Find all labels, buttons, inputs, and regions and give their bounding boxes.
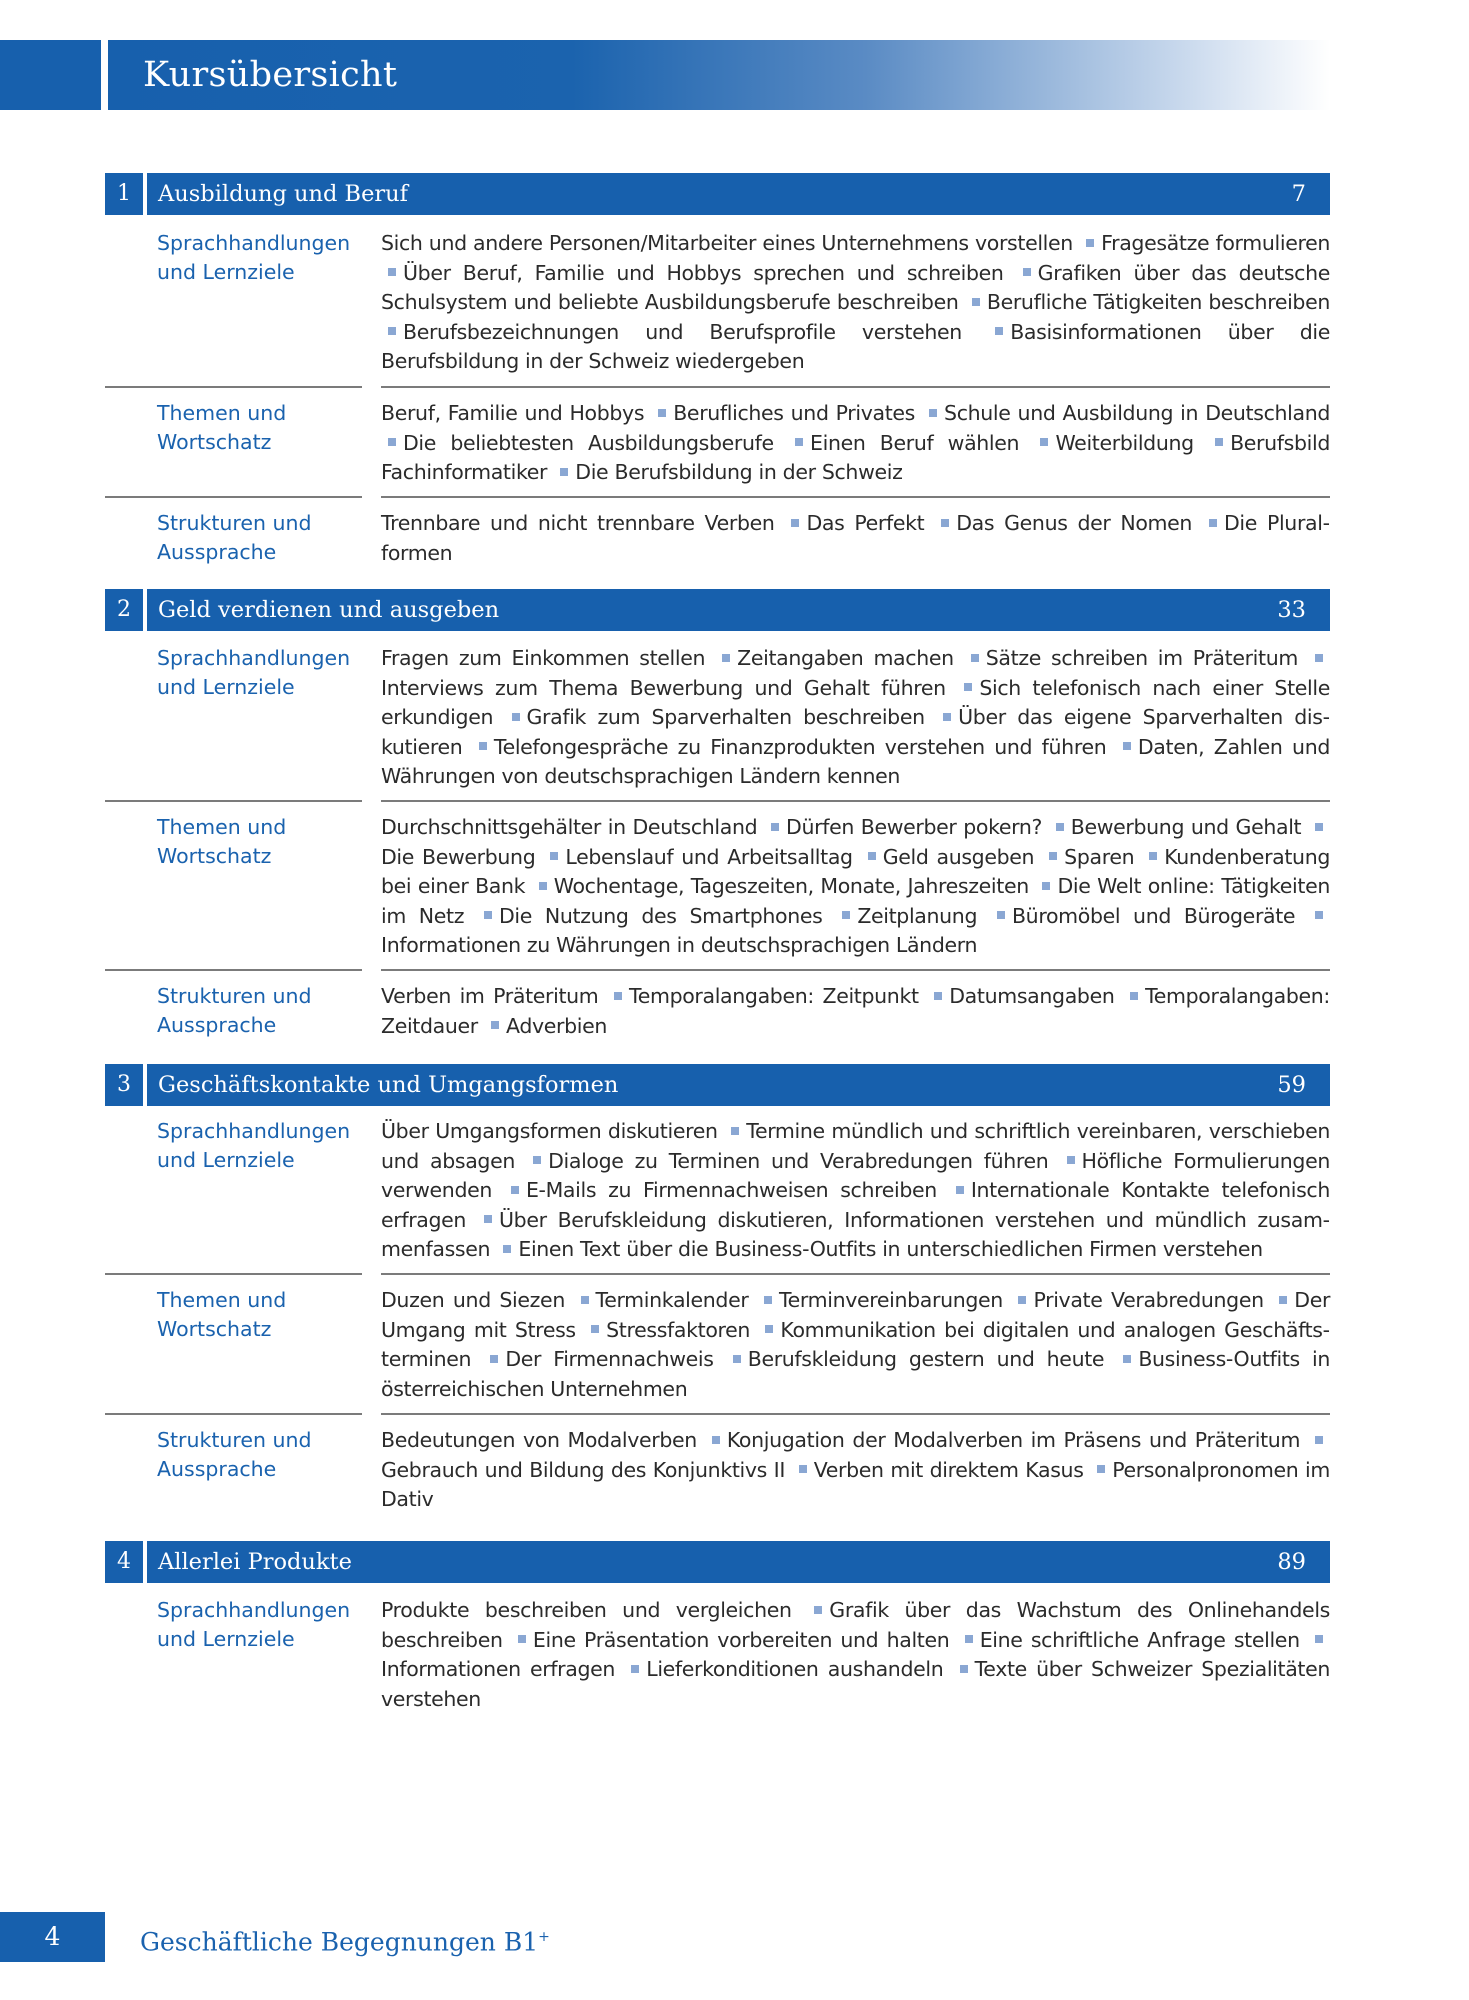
bullet-square-icon	[1149, 852, 1157, 860]
section-content	[381, 1286, 1330, 1404]
divider	[381, 1413, 1330, 1415]
bullet-square-icon	[799, 1465, 807, 1473]
unit-title-bar	[147, 1064, 1330, 1106]
divider	[381, 800, 1330, 802]
content-item: Die beliebtesten Ausbildungsberufe	[403, 430, 774, 455]
bullet-square-icon	[1040, 438, 1048, 446]
content-item: Terminvereinbarungen	[778, 1288, 1003, 1312]
bullet-square-icon	[591, 1325, 599, 1333]
bullet-square-icon	[1279, 1296, 1287, 1304]
unit-page-number: 89	[1277, 1549, 1306, 1575]
bullet-square-icon	[964, 683, 972, 691]
unit-1-header	[105, 173, 1330, 215]
content-item: Sparen	[1064, 844, 1135, 869]
section-content	[381, 509, 1330, 568]
content-item: Telefongespräche zu Finanzprodukten verstehen und führen	[493, 734, 1107, 759]
section-label-line: und Lernziele	[157, 675, 295, 699]
bullet-square-icon	[1049, 852, 1057, 860]
content-item: Trennbare und nicht trennbare Verben	[381, 511, 775, 535]
bullet-square-icon	[941, 519, 949, 527]
content-item: Verben mit direktem Kasus	[813, 1457, 1084, 1482]
bullet-square-icon	[1315, 1436, 1323, 1444]
section-label-line: und Lernziele	[157, 1627, 295, 1651]
content-item: Einen Beruf wählen	[810, 430, 1020, 455]
section-label-line: Sprachhandlungen	[157, 1119, 351, 1143]
content-item: Internationale Kontakte telefonisch erfragen	[381, 1178, 1330, 1232]
content-item: Zeitplanung	[857, 903, 978, 928]
content-item: Kommunikation bei digitalen und analogen Geschäftsterminen	[381, 1317, 1331, 1371]
section-label	[157, 982, 367, 1040]
content-item: Adverbien	[506, 1013, 608, 1038]
content-item: Kundenberatung bei einer Bank	[381, 844, 1330, 898]
bullet-square-icon	[791, 519, 799, 527]
content-item: Grafiken über das deutsche Schulsystem und beliebte Ausbildungsberufe beschreiben	[381, 260, 1330, 314]
content-item: Personalpronomen im Dativ	[381, 1457, 1330, 1511]
bullet-square-icon	[731, 1127, 739, 1135]
content-item: Verben im Präteritum	[381, 984, 599, 1008]
divider	[105, 386, 362, 388]
content-item: Durchschnittsgehälter in Deutschland	[381, 815, 758, 839]
bullet-square-icon	[484, 911, 492, 919]
section-content	[381, 1596, 1330, 1714]
bullet-square-icon	[712, 1436, 720, 1444]
section-label-line: Wortschatz	[157, 1317, 272, 1341]
bullet-square-icon	[1315, 823, 1323, 831]
bullet-square-icon	[512, 713, 520, 721]
bullet-square-icon	[631, 1665, 639, 1673]
content-item: Terminkalender	[595, 1288, 749, 1312]
bullet-square-icon	[503, 1245, 511, 1253]
unit-3-header	[105, 1064, 1330, 1106]
section-label	[157, 509, 367, 567]
unit-number: 4	[105, 1541, 143, 1583]
bullet-square-icon	[1023, 268, 1031, 276]
content-item: Grafik über das Wachstum des Onlinehandels beschreiben	[381, 1598, 1330, 1652]
content-item: E-Mails zu Firmennachweisen schreiben	[525, 1178, 937, 1202]
bullet-square-icon	[1086, 239, 1094, 247]
divider	[105, 496, 362, 498]
content-item: Fragen zum Einkommen stellen	[381, 646, 706, 670]
content-item: Berufliche Tätigkeiten beschreiben	[986, 290, 1331, 314]
bullet-square-icon	[795, 438, 803, 446]
content-item: Höfliche Formulierungen verwenden	[381, 1148, 1330, 1202]
content-item: Über Berufskleidung diskutieren, Informationen verstehen und mündlich zusammenfassen	[381, 1207, 1330, 1261]
unit-title: Geschäftskontakte und Umgangsformen	[158, 1072, 619, 1098]
bullet-square-icon	[997, 911, 1005, 919]
section-label-line: und Lernziele	[157, 1148, 295, 1172]
content-item: Daten, Zahlen und Währungen von deutschsprachigen Ländern kennen	[381, 734, 1331, 788]
bullet-square-icon	[722, 654, 730, 662]
section-label	[157, 813, 367, 871]
content-item: Eine Präsentation vorbereiten und halten	[532, 1627, 950, 1652]
bullet-square-icon	[972, 298, 980, 306]
bullet-square-icon	[1315, 911, 1323, 919]
divider	[105, 1273, 362, 1275]
bullet-square-icon	[842, 911, 850, 919]
content-item: Lieferkonditionen aushandeln	[646, 1657, 944, 1681]
content-item: Basisinformationen über die Berufsbildung in der Schweiz wiedergeben	[381, 319, 1330, 373]
section-label	[157, 1426, 367, 1484]
content-item: Lebenslauf und Arbeitsalltag	[565, 844, 853, 869]
content-item: Gebrauch und Bildung des Konjunktivs II	[381, 1457, 786, 1482]
section-content	[381, 982, 1330, 1041]
bullet-square-icon	[1315, 654, 1323, 662]
content-item: Konjugation der Modalverben im Präsens und Präteritum	[726, 1428, 1301, 1452]
divider	[105, 800, 362, 802]
bullet-square-icon	[658, 409, 666, 417]
section-content	[381, 813, 1330, 961]
footer-book-title-text: Geschäftliche Begegnungen B1	[140, 1927, 539, 1957]
section-content	[381, 644, 1330, 792]
section-label	[157, 1286, 367, 1344]
content-item: Einen Text über die Business-Outfits in unterschiedlichen Firmen verstehen	[518, 1237, 1263, 1261]
bullet-square-icon	[479, 742, 487, 750]
content-item: Eine schriftliche Anfrage stellen	[979, 1627, 1300, 1652]
section-label-line: Strukturen und	[157, 1428, 312, 1452]
section-content	[381, 229, 1330, 377]
section-content	[381, 399, 1330, 488]
section-label-line: und Lernziele	[157, 260, 295, 284]
content-item: Grafik zum Sparverhalten beschreiben	[526, 705, 925, 729]
unit-number: 3	[105, 1064, 143, 1106]
content-item: Berufliches und Privates	[673, 401, 915, 425]
section-label-line: Wortschatz	[157, 844, 272, 868]
bullet-square-icon	[943, 713, 951, 721]
unit-title: Ausbildung und Beruf	[158, 181, 408, 207]
section-label-line: Themen und	[157, 1288, 287, 1312]
section-label-line: Themen und	[157, 815, 287, 839]
bullet-square-icon	[1123, 1355, 1131, 1363]
unit-number: 2	[105, 589, 143, 631]
bullet-square-icon	[771, 823, 779, 831]
content-item: Informationen zu Währungen in deutschsprachigen Ländern	[381, 933, 978, 957]
bullet-square-icon	[764, 1296, 772, 1304]
content-item: Die Welt online: Tätigkeiten im Netz	[381, 874, 1330, 928]
content-item: Berufsbild Fachinformatiker	[381, 430, 1330, 484]
bullet-square-icon	[1067, 1156, 1075, 1164]
bullet-square-icon	[388, 268, 396, 276]
content-item: Das Genus der Nomen	[956, 511, 1193, 535]
content-item: Weiterbildung	[1055, 430, 1194, 455]
content-item: Der Firmennachweis	[505, 1347, 714, 1371]
content-item: Fragesätze formulieren	[1101, 231, 1330, 255]
content-item: Private Verabredungen	[1033, 1288, 1264, 1312]
section-label-line: Sprachhandlungen	[157, 646, 351, 670]
section-label-line: Aussprache	[157, 1013, 277, 1037]
content-item: Der Umgang mit Stress	[381, 1288, 1331, 1342]
divider	[381, 1273, 1330, 1275]
footer-book-title	[140, 1912, 550, 1967]
section-label	[157, 644, 367, 702]
content-item: Termine mündlich und schriftlich vereinbaren, verschieben und absagen	[381, 1119, 1330, 1173]
bullet-square-icon	[518, 1635, 526, 1643]
bullet-square-icon	[1042, 882, 1050, 890]
header-accent-block	[0, 40, 101, 110]
content-item: Stressfaktoren	[606, 1317, 751, 1342]
content-item: Beruf, Familie und Hobbys	[381, 401, 645, 425]
section-content	[381, 1117, 1330, 1265]
bullet-square-icon	[965, 1635, 973, 1643]
content-item: Die Bewerbung	[381, 844, 536, 869]
section-label	[157, 399, 367, 457]
bullet-square-icon	[960, 1665, 968, 1673]
section-label-line: Sprachhandlungen	[157, 1598, 351, 1622]
content-item: Datumsangaben	[949, 984, 1115, 1008]
divider	[105, 969, 362, 971]
bullet-square-icon	[490, 1355, 498, 1363]
bullet-square-icon	[539, 882, 547, 890]
footer-page-number: 4	[0, 1912, 105, 1962]
content-item: Texte über Schweizer Spezialitäten verstehen	[381, 1657, 1330, 1711]
bullet-square-icon	[1209, 519, 1217, 527]
content-item: Informationen erfragen	[381, 1657, 616, 1681]
divider	[381, 386, 1330, 388]
bullet-square-icon	[491, 1021, 499, 1029]
content-item: Berufsbezeichnungen und Berufsprofile verstehen	[403, 319, 962, 344]
bullet-square-icon	[388, 438, 396, 446]
bullet-square-icon	[929, 409, 937, 417]
section-label-line: Aussprache	[157, 540, 277, 564]
section-label	[157, 229, 367, 287]
section-content	[381, 1426, 1330, 1515]
unit-title-bar	[147, 589, 1330, 631]
divider	[105, 1413, 362, 1415]
content-item: Sätze schreiben im Präteritum	[985, 646, 1298, 670]
section-label-line: Wortschatz	[157, 430, 272, 454]
bullet-square-icon	[1215, 438, 1223, 446]
bullet-square-icon	[1018, 1296, 1026, 1304]
divider	[381, 496, 1330, 498]
bullet-square-icon	[971, 654, 979, 662]
content-item: Dürfen Bewerber pokern?	[786, 815, 1043, 839]
bullet-square-icon	[1123, 742, 1131, 750]
divider	[381, 969, 1330, 971]
bullet-square-icon	[581, 1296, 589, 1304]
content-item: Temporalangaben: Zeitdauer	[381, 984, 1330, 1038]
bullet-square-icon	[868, 852, 876, 860]
bullet-square-icon	[1315, 1635, 1323, 1643]
bullet-square-icon	[388, 327, 396, 335]
content-item: Business-Outfits in österreichischen Unternehmen	[381, 1347, 1331, 1401]
content-item: Bedeutungen von Modalverben	[381, 1428, 697, 1452]
content-item: Über das eigene Sparverhalten diskutieren	[381, 705, 1330, 759]
content-item: Das Perfekt	[806, 511, 925, 535]
content-item: Die Pluralformen	[381, 511, 1330, 565]
content-item: Berufskleidung gestern und heute	[747, 1347, 1105, 1371]
bullet-square-icon	[765, 1325, 773, 1333]
bullet-square-icon	[1056, 823, 1064, 831]
bullet-square-icon	[533, 1156, 541, 1164]
section-label	[157, 1596, 367, 1654]
section-label-line: Themen und	[157, 401, 287, 425]
content-item: Sich und andere Personen/Mitarbeiter eines Unternehmens vorstellen	[381, 231, 1073, 255]
content-item: Über Beruf, Familie und Hobbys sprechen und schreiben	[403, 260, 1004, 285]
bullet-square-icon	[614, 992, 622, 1000]
footer-book-title-sup: +	[538, 1929, 550, 1945]
content-item: Schule und Ausbildung in Deutschland	[944, 401, 1330, 425]
unit-page-number: 59	[1277, 1072, 1306, 1098]
unit-title-bar	[147, 173, 1330, 215]
bullet-square-icon	[814, 1606, 822, 1614]
content-item: Sich telefonisch nach einer Stelle erkundigen	[381, 675, 1330, 729]
unit-title: Geld verdienen und ausgeben	[158, 597, 500, 623]
unit-4-header	[105, 1541, 1330, 1583]
bullet-square-icon	[1130, 992, 1138, 1000]
bullet-square-icon	[484, 1215, 492, 1223]
bullet-square-icon	[733, 1355, 741, 1363]
content-item: Die Nutzung des Smartphones	[499, 903, 823, 928]
unit-page-number: 33	[1277, 597, 1306, 623]
unit-2-header	[105, 589, 1330, 631]
content-item: Temporalangaben: Zeitpunkt	[629, 984, 919, 1008]
unit-page-number: 7	[1291, 181, 1306, 207]
content-item: Wochentage, Tageszeiten, Monate, Jahreszeiten	[553, 874, 1029, 898]
content-item: Zeitangaben machen	[737, 646, 954, 670]
content-item: Dialoge zu Terminen und Verabredungen führen	[548, 1148, 1049, 1173]
section-label-line: Sprachhandlungen	[157, 231, 351, 255]
unit-title-bar	[147, 1541, 1330, 1583]
section-label	[157, 1117, 367, 1175]
content-item: Duzen und Siezen	[381, 1288, 565, 1312]
section-label-line: Aussprache	[157, 1457, 277, 1481]
section-label-line: Strukturen und	[157, 511, 312, 535]
content-item: Produkte beschreiben und vergleichen	[381, 1598, 792, 1622]
content-item: Bewerbung und Gehalt	[1070, 815, 1302, 839]
content-item: Über Umgangsformen diskutieren	[381, 1119, 718, 1143]
content-item: Büromöbel und Bürogeräte	[1011, 903, 1296, 928]
content-item: Interviews zum Thema Bewerbung und Gehalt führen	[381, 675, 946, 700]
content-item: Die Berufsbildung in der Schweiz	[575, 460, 903, 484]
section-label-line: Strukturen und	[157, 984, 312, 1008]
bullet-square-icon	[956, 1186, 964, 1194]
content-item: Geld ausgeben	[882, 844, 1035, 869]
bullet-square-icon	[550, 852, 558, 860]
bullet-square-icon	[560, 468, 568, 476]
bullet-square-icon	[511, 1186, 519, 1194]
unit-number: 1	[105, 173, 143, 215]
unit-title: Allerlei Produkte	[158, 1549, 352, 1575]
bullet-square-icon	[934, 992, 942, 1000]
page-title: Kursübersicht	[143, 55, 398, 95]
bullet-square-icon	[1097, 1465, 1105, 1473]
bullet-square-icon	[995, 327, 1003, 335]
